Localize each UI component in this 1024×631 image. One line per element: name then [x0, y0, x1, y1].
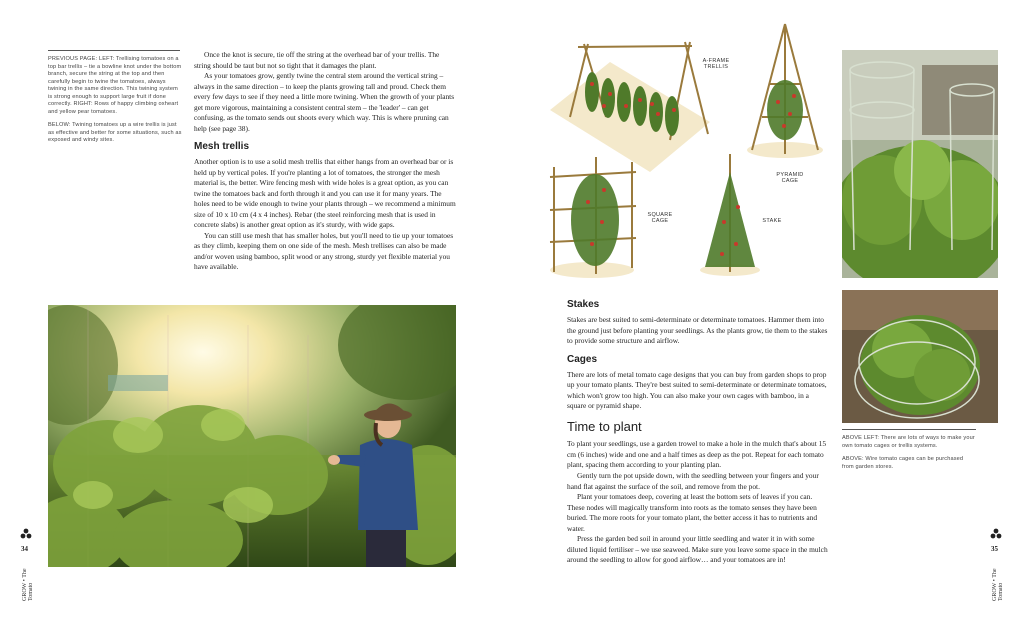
right-caption	[842, 435, 976, 477]
wire-cage-photo-bottom	[842, 290, 998, 423]
time-paragraph-4: Press the garden bed soil in around your little seedling and water it in with some diluted liquid fertiliser – we use seaweed. Make sure you leave some space in the mulch around the seedling to allow for good airflow… and your tomatoes are in!	[567, 534, 828, 565]
caption-rule-right	[842, 429, 976, 430]
cages-paragraph: There are lots of metal tomato cage designs that you can buy from garden shops to prop up your tomato plants. They're best suited to semi-determinate or determinate tomatoes, which won't grow too high. You can also make your own cages with bamboo, in a square or pyramid shape.	[567, 369, 827, 411]
page-number-right: 35	[991, 545, 998, 553]
left-caption-previous-page: PREVIOUS PAGE: LEFT: Trellising tomatoes on a top bar trellis – tie a bowline knot under the bottom branch, secure the string at the top and then carefully begin to twine the tomatoes, always twining in the same direction. This twining system is strong enough to support large fruit if done correctly. RIGHT: Rows of happy climbing oxheart and yellow pear tomatoes.	[48, 56, 182, 115]
label-stake: STAKE	[762, 218, 782, 224]
label-pyramid-cage: PYRAMID CAGE	[776, 172, 804, 184]
trellis-illustrations-art	[540, 22, 835, 292]
cages-heading: Cages	[567, 353, 598, 365]
pyramid-cage-drawing	[747, 24, 823, 158]
left-body-p2: As your tomatoes grow, gently twine the central stem around the vertical string – always in the same direction – to keep the plants growing tall and proud. Check them every few days to see if they need a little more twining. When the growth of your plants get more vigorous, maintaining a consistent central stem – the 'leader' – can get confusing, as the tomato sends out shoots every which way. This is where pruning can help (see page 38).	[194, 71, 455, 133]
wire-cage-photo-top-art	[842, 50, 998, 278]
mesh-trellis-heading: Mesh trellis	[194, 141, 250, 153]
trellis-illustrations	[540, 22, 835, 292]
page-number-left: 34	[21, 545, 28, 553]
garden-woman-photo-art	[48, 305, 456, 567]
garden-woman-photo	[48, 305, 456, 567]
left-body-column	[194, 50, 456, 273]
wire-cage-photo-top	[842, 50, 998, 278]
time-to-plant-heading: Time to plant	[567, 418, 642, 434]
wire-cage-photo-bottom-art	[842, 290, 998, 423]
running-title-left: GROW • The Tomato	[22, 568, 34, 601]
stake-drawing	[700, 154, 760, 276]
running-title-right: GROW • The Tomato	[992, 568, 1004, 601]
right-caption-above-left: ABOVE LEFT: There are lots of ways to make your own tomato cages or trellis systems.	[842, 435, 975, 449]
left-caption-below: BELOW: Twining tomatoes up a wire trellis is just as effective and better for some situations, such as exposed and windy sites.	[48, 122, 182, 144]
stakes-heading: Stakes	[567, 299, 600, 310]
left-body-p3: Another option is to use a solid mesh trellis that either hangs from an overhead bar or is held up by vertical poles. If you're planting a lot of tomatoes, the stronger the mesh material is, the better. Wire fencing mesh with wide holes is a great option, as you can twine the tomatoes back and forth through it and you can use it for many years. The holes need to be wide enough to twine your plants through – we recommend a minimum size of 10 x 10 cm (4 x 4 inches). Rebar (the steel reinforcing mesh that is used in concrete slabs) is another great option as it's sturdy, with wide gaps.	[194, 157, 456, 230]
tomato-logo-icon	[990, 528, 1002, 540]
time-paragraph-2: Gently turn the pot upside down, with the seedling between your fingers and your hand flat against the surface of the soil, and remove from the pot.	[567, 470, 819, 491]
square-cage-drawing	[550, 157, 636, 278]
caption-rule-left	[48, 50, 180, 51]
right-body-column	[567, 298, 829, 566]
tomato-logo-left	[20, 527, 32, 539]
tomato-logo-icon	[20, 528, 32, 540]
left-body-p4: You can still use mesh that has smaller holes, but you'll need to tie up your tomatoes as they climb, keeping them on one side of the mesh. Mesh trellises can also be made and/or woven using bamboo, split wood or any strong, sturdy yet flexible material you have available.	[194, 230, 454, 272]
left-body-p1: Once the knot is secure, tie off the string at the overhead bar of your trellis. The string should be taut but not so tight that it damages the plant.	[194, 50, 440, 70]
stakes-paragraph: Stakes are best suited to semi-determinate or determinate tomatoes. Hammer them into the ground just before planting your seedlings. As the plants grow, tie them to the stakes to provide some structure and airflow.	[567, 315, 828, 346]
tomato-logo-right	[990, 527, 1002, 539]
label-square-cage: SQUARE CAGE	[647, 212, 673, 224]
time-paragraph-1: To plant your seedlings, use a garden trowel to make a hole in the mulch that's about 15 cm (6 inches) wide and one and a half times as deep as the pot. Repeat for each tomato plant, spacing them according to your planting plan.	[567, 439, 827, 470]
time-paragraph-3: Plant your tomatoes deep, covering at least the bottom sets of leaves if you can. These nodes will magically transform into roots as the tomato senses they have been buried. The more roots for your tomato plant, the better access it has to nutrients and water.	[567, 492, 818, 533]
label-aframe-trellis: A-FRAME TRELLIS	[702, 58, 730, 70]
left-caption	[48, 56, 182, 151]
right-caption-above: ABOVE: Wire tomato cages can be purchased from garden stores.	[842, 456, 964, 470]
aframe-trellis-drawing	[550, 42, 710, 172]
